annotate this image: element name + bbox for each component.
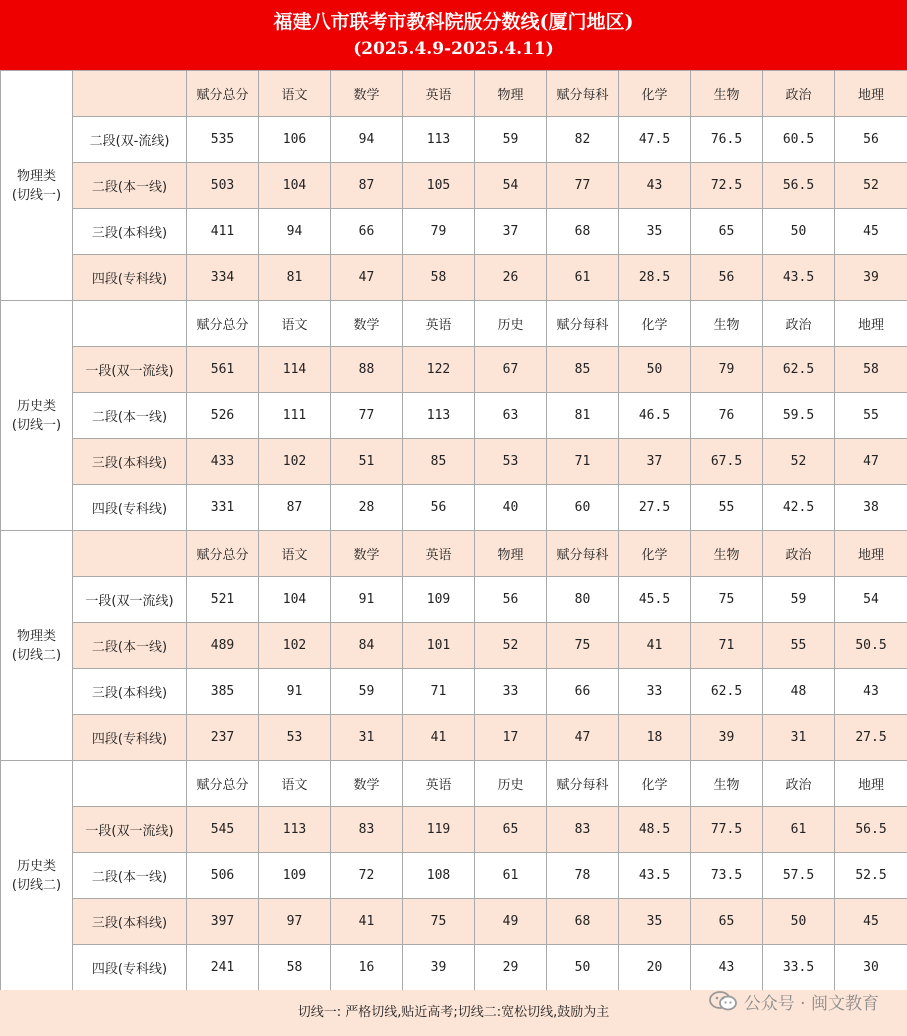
- score-cell: 58: [835, 347, 907, 393]
- group-cutline: (切线二): [11, 647, 62, 663]
- page-title: 福建八市联考市教科院版分数线(厦门地区): [273, 11, 634, 33]
- column-header: 赋分总分: [187, 71, 259, 117]
- score-cell: 53: [475, 439, 547, 485]
- score-cell: 94: [259, 209, 331, 255]
- column-header: 化学: [619, 531, 691, 577]
- column-header: 生物: [691, 531, 763, 577]
- score-cell: 88: [331, 347, 403, 393]
- score-cell: 20: [619, 945, 691, 991]
- column-header: 英语: [403, 531, 475, 577]
- score-cell: 61: [547, 255, 619, 301]
- score-cell: 334: [187, 255, 259, 301]
- column-header: [73, 531, 187, 577]
- column-header: 语文: [259, 71, 331, 117]
- column-header: 化学: [619, 301, 691, 347]
- score-cell: 105: [403, 163, 475, 209]
- column-header: 化学: [619, 71, 691, 117]
- score-cell: 40: [475, 485, 547, 531]
- score-cell: 31: [331, 715, 403, 761]
- score-cell: 58: [403, 255, 475, 301]
- score-cell: 80: [547, 577, 619, 623]
- score-cell: 94: [331, 117, 403, 163]
- score-cell: 91: [259, 669, 331, 715]
- score-cell: 56: [835, 117, 907, 163]
- score-cell: 113: [259, 807, 331, 853]
- score-cell: 114: [259, 347, 331, 393]
- score-cell: 48: [763, 669, 835, 715]
- group-cutline: (切线一): [11, 417, 62, 433]
- table-row: [1, 853, 907, 899]
- score-cell: 503: [187, 163, 259, 209]
- score-cell: 27.5: [835, 715, 907, 761]
- score-cell: 43.5: [619, 853, 691, 899]
- score-cell: 39: [403, 945, 475, 991]
- column-header: 地理: [835, 301, 907, 347]
- score-cell: 27.5: [619, 485, 691, 531]
- score-cell: 68: [547, 899, 619, 945]
- column-header: 英语: [403, 71, 475, 117]
- segment-label: 一段(双一流线): [73, 807, 187, 853]
- score-cell: 106: [259, 117, 331, 163]
- column-header: [73, 301, 187, 347]
- group-label: [1, 531, 73, 761]
- column-header: 英语: [403, 761, 475, 807]
- score-cell: 545: [187, 807, 259, 853]
- group-label: [1, 301, 73, 531]
- score-cell: 101: [403, 623, 475, 669]
- score-cell: 71: [691, 623, 763, 669]
- score-cell: 56: [475, 577, 547, 623]
- score-cell: 35: [619, 209, 691, 255]
- score-cell: 331: [187, 485, 259, 531]
- segment-label: 三段(本科线): [73, 439, 187, 485]
- score-cell: 47: [331, 255, 403, 301]
- score-cell: 397: [187, 899, 259, 945]
- score-cell: 535: [187, 117, 259, 163]
- column-header: 历史: [475, 301, 547, 347]
- score-cell: 33: [475, 669, 547, 715]
- score-cell: 52: [763, 439, 835, 485]
- score-cell: 76.5: [691, 117, 763, 163]
- column-header: 数学: [331, 531, 403, 577]
- score-cell: 47: [835, 439, 907, 485]
- score-cell: 52: [835, 163, 907, 209]
- score-cell: 76: [691, 393, 763, 439]
- score-cell: 108: [403, 853, 475, 899]
- group-cutline: (切线二): [11, 877, 62, 893]
- table-row: [1, 715, 907, 761]
- score-cell: 84: [331, 623, 403, 669]
- page-subtitle-dates: (2025.4.9-2025.4.11): [353, 39, 554, 59]
- score-cell: 39: [835, 255, 907, 301]
- group-name: 物理类: [16, 628, 56, 644]
- column-header: 化学: [619, 761, 691, 807]
- score-cell: 59: [475, 117, 547, 163]
- group-header-row: [1, 71, 907, 117]
- score-cell: 91: [331, 577, 403, 623]
- group-header-row: [1, 531, 907, 577]
- score-cell: 433: [187, 439, 259, 485]
- score-cell: 59: [763, 577, 835, 623]
- segment-label: 一段(双一流线): [73, 347, 187, 393]
- segment-label: 二段(双-流线): [73, 117, 187, 163]
- column-header: 语文: [259, 761, 331, 807]
- score-cell: 38: [835, 485, 907, 531]
- column-header: 数学: [331, 71, 403, 117]
- column-header: 赋分每科: [547, 531, 619, 577]
- column-header: 地理: [835, 71, 907, 117]
- score-cell: 50: [763, 209, 835, 255]
- score-cell: 48.5: [619, 807, 691, 853]
- score-cell: 104: [259, 163, 331, 209]
- score-cell: 29: [475, 945, 547, 991]
- score-cell: 66: [331, 209, 403, 255]
- group-label: [1, 71, 73, 301]
- score-cell: 45: [835, 899, 907, 945]
- score-cell: 58: [259, 945, 331, 991]
- score-cell: 39: [691, 715, 763, 761]
- score-table: [0, 70, 907, 991]
- column-header: 赋分每科: [547, 71, 619, 117]
- column-header: 政治: [763, 531, 835, 577]
- score-cell: 57.5: [763, 853, 835, 899]
- score-cell: 77: [547, 163, 619, 209]
- score-cell: 50: [547, 945, 619, 991]
- score-cell: 56.5: [763, 163, 835, 209]
- segment-label: 二段(本一线): [73, 623, 187, 669]
- score-cell: 26: [475, 255, 547, 301]
- column-header: [73, 71, 187, 117]
- score-cell: 52: [475, 623, 547, 669]
- score-cell: 51: [331, 439, 403, 485]
- segment-label: 三段(本科线): [73, 669, 187, 715]
- watermark-text: 公众号 · 闽文教育: [743, 993, 879, 1014]
- score-cell: 489: [187, 623, 259, 669]
- table-row: [1, 669, 907, 715]
- score-cell: 68: [547, 209, 619, 255]
- column-header: 历史: [475, 761, 547, 807]
- score-cell: 65: [691, 209, 763, 255]
- score-cell: 60: [547, 485, 619, 531]
- column-header: 数学: [331, 301, 403, 347]
- score-cell: 83: [331, 807, 403, 853]
- score-cell: 109: [403, 577, 475, 623]
- column-header: 地理: [835, 531, 907, 577]
- segment-label: 四段(专科线): [73, 715, 187, 761]
- score-cell: 41: [619, 623, 691, 669]
- segment-label: 一段(双一流线): [73, 577, 187, 623]
- table-row: [1, 899, 907, 945]
- score-cell: 42.5: [763, 485, 835, 531]
- score-cell: 77: [331, 393, 403, 439]
- group-name: 历史类: [16, 398, 56, 414]
- score-cell: 61: [763, 807, 835, 853]
- segment-label: 二段(本一线): [73, 393, 187, 439]
- score-cell: 241: [187, 945, 259, 991]
- group-name: 物理类: [16, 168, 56, 184]
- score-cell: 16: [331, 945, 403, 991]
- score-cell: 28.5: [619, 255, 691, 301]
- score-cell: 85: [547, 347, 619, 393]
- footer-note: 切线一: 严格切线,贴近高考;切线二:宽松切线,鼓励为主: [0, 990, 907, 1036]
- score-cell: 102: [259, 623, 331, 669]
- score-cell: 71: [547, 439, 619, 485]
- column-header: 数学: [331, 761, 403, 807]
- table-row: [1, 163, 907, 209]
- score-cell: 50.5: [835, 623, 907, 669]
- score-cell: 41: [331, 899, 403, 945]
- score-cell: 54: [475, 163, 547, 209]
- score-cell: 65: [475, 807, 547, 853]
- score-cell: 62.5: [763, 347, 835, 393]
- score-cell: 43: [835, 669, 907, 715]
- score-cell: 41: [403, 715, 475, 761]
- score-cell: 61: [475, 853, 547, 899]
- score-cell: 65: [691, 899, 763, 945]
- column-header: 赋分总分: [187, 761, 259, 807]
- score-cell: 52.5: [835, 853, 907, 899]
- score-cell: 60.5: [763, 117, 835, 163]
- column-header: 赋分总分: [187, 301, 259, 347]
- score-cell: 66: [547, 669, 619, 715]
- column-header: 政治: [763, 71, 835, 117]
- score-cell: 18: [619, 715, 691, 761]
- score-cell: 33.5: [763, 945, 835, 991]
- segment-label: 四段(专科线): [73, 945, 187, 991]
- table-row: [1, 577, 907, 623]
- score-cell: 46.5: [619, 393, 691, 439]
- score-cell: 506: [187, 853, 259, 899]
- table-row: [1, 945, 907, 991]
- table-row: [1, 623, 907, 669]
- score-cell: 104: [259, 577, 331, 623]
- score-cell: 55: [691, 485, 763, 531]
- segment-label: 三段(本科线): [73, 899, 187, 945]
- score-cell: 119: [403, 807, 475, 853]
- score-cell: 43: [691, 945, 763, 991]
- group-cutline: (切线一): [11, 187, 62, 203]
- score-cell: 67: [475, 347, 547, 393]
- score-cell: 111: [259, 393, 331, 439]
- score-cell: 45.5: [619, 577, 691, 623]
- score-cell: 45: [835, 209, 907, 255]
- table-row: [1, 485, 907, 531]
- score-cell: 97: [259, 899, 331, 945]
- score-cell: 113: [403, 117, 475, 163]
- score-cell: 526: [187, 393, 259, 439]
- group-name: 历史类: [16, 858, 56, 874]
- score-cell: 50: [763, 899, 835, 945]
- score-cell: 59: [331, 669, 403, 715]
- column-header: 生物: [691, 301, 763, 347]
- score-cell: 47.5: [619, 117, 691, 163]
- table-row: [1, 209, 907, 255]
- table-row: [1, 807, 907, 853]
- score-cell: 73.5: [691, 853, 763, 899]
- score-cell: 82: [547, 117, 619, 163]
- column-header: 生物: [691, 761, 763, 807]
- column-header: 语文: [259, 301, 331, 347]
- score-cell: 75: [691, 577, 763, 623]
- score-cell: 72: [331, 853, 403, 899]
- column-header: 政治: [763, 301, 835, 347]
- score-cell: 35: [619, 899, 691, 945]
- title-banner: [0, 0, 907, 70]
- segment-label: 三段(本科线): [73, 209, 187, 255]
- score-cell: 75: [547, 623, 619, 669]
- score-cell: 87: [259, 485, 331, 531]
- score-cell: 87: [331, 163, 403, 209]
- score-cell: 43: [619, 163, 691, 209]
- column-header: 物理: [475, 531, 547, 577]
- score-cell: 28: [331, 485, 403, 531]
- score-cell: 56: [691, 255, 763, 301]
- score-cell: 37: [475, 209, 547, 255]
- score-cell: 75: [403, 899, 475, 945]
- score-cell: 521: [187, 577, 259, 623]
- score-cell: 67.5: [691, 439, 763, 485]
- column-header: [73, 761, 187, 807]
- score-cell: 33: [619, 669, 691, 715]
- column-header: 生物: [691, 71, 763, 117]
- score-cell: 63: [475, 393, 547, 439]
- score-cell: 62.5: [691, 669, 763, 715]
- score-cell: 56.5: [835, 807, 907, 853]
- table-row: [1, 117, 907, 163]
- score-cell: 83: [547, 807, 619, 853]
- segment-label: 四段(专科线): [73, 255, 187, 301]
- score-cell: 85: [403, 439, 475, 485]
- column-header: 赋分每科: [547, 301, 619, 347]
- table-row: [1, 347, 907, 393]
- column-header: 政治: [763, 761, 835, 807]
- column-header: 语文: [259, 531, 331, 577]
- score-cell: 79: [691, 347, 763, 393]
- group-header-row: [1, 761, 907, 807]
- score-cell: 49: [475, 899, 547, 945]
- score-cell: 71: [403, 669, 475, 715]
- segment-label: 四段(专科线): [73, 485, 187, 531]
- score-cell: 59.5: [763, 393, 835, 439]
- score-cell: 81: [547, 393, 619, 439]
- score-cell: 47: [547, 715, 619, 761]
- score-cell: 79: [403, 209, 475, 255]
- table-row: [1, 439, 907, 485]
- score-cell: 561: [187, 347, 259, 393]
- column-header: 物理: [475, 71, 547, 117]
- score-cell: 55: [835, 393, 907, 439]
- segment-label: 二段(本一线): [73, 853, 187, 899]
- score-cell: 411: [187, 209, 259, 255]
- score-cell: 56: [403, 485, 475, 531]
- score-cell: 237: [187, 715, 259, 761]
- column-header: 赋分总分: [187, 531, 259, 577]
- table-row: [1, 255, 907, 301]
- score-cell: 30: [835, 945, 907, 991]
- score-cell: 109: [259, 853, 331, 899]
- score-cell: 72.5: [691, 163, 763, 209]
- score-cell: 37: [619, 439, 691, 485]
- score-cell: 81: [259, 255, 331, 301]
- table-row: [1, 393, 907, 439]
- score-cell: 113: [403, 393, 475, 439]
- segment-label: 二段(本一线): [73, 163, 187, 209]
- score-cell: 102: [259, 439, 331, 485]
- column-header: 赋分每科: [547, 761, 619, 807]
- score-cell: 122: [403, 347, 475, 393]
- score-cell: 385: [187, 669, 259, 715]
- score-cell: 78: [547, 853, 619, 899]
- column-header: 英语: [403, 301, 475, 347]
- score-cell: 77.5: [691, 807, 763, 853]
- score-cell: 54: [835, 577, 907, 623]
- group-header-row: [1, 301, 907, 347]
- group-label: [1, 761, 73, 991]
- score-cell: 17: [475, 715, 547, 761]
- score-cell: 53: [259, 715, 331, 761]
- score-cell: 31: [763, 715, 835, 761]
- column-header: 地理: [835, 761, 907, 807]
- score-cell: 55: [763, 623, 835, 669]
- score-cell: 43.5: [763, 255, 835, 301]
- score-cell: 50: [619, 347, 691, 393]
